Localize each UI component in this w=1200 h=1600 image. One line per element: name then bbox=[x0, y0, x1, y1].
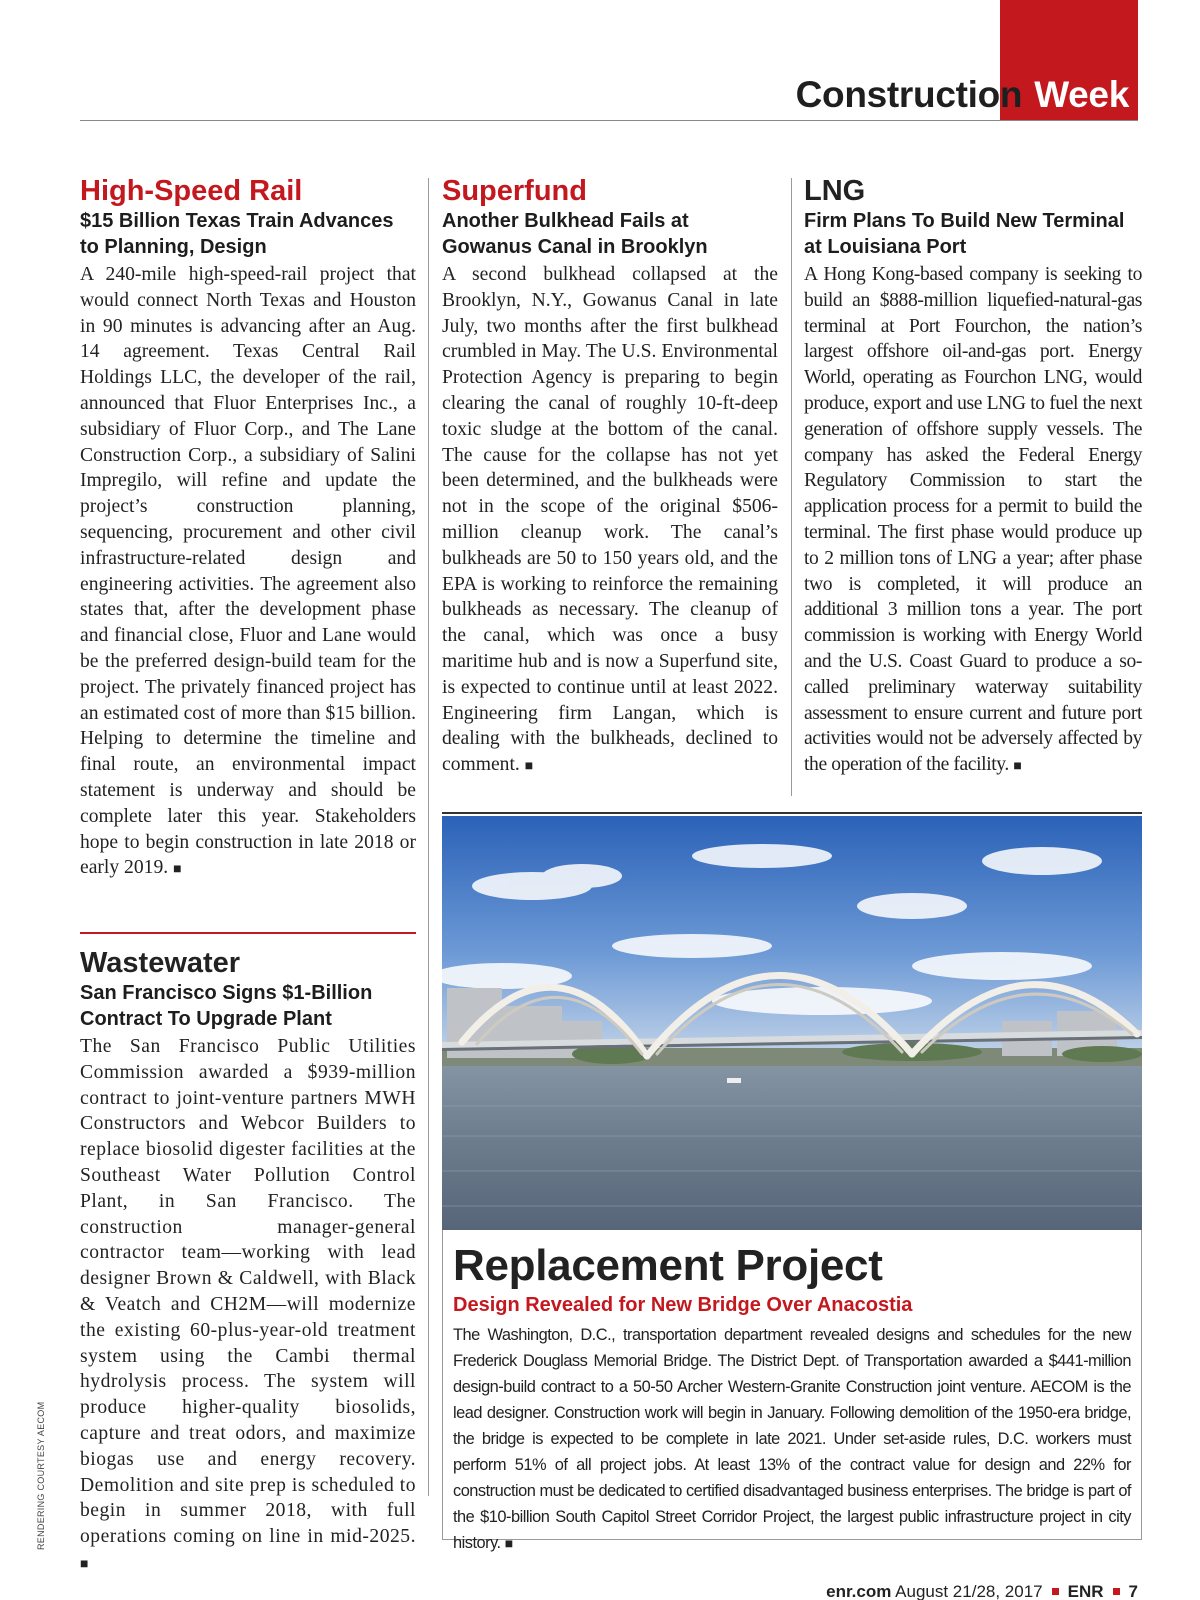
section-title-week: Week bbox=[1034, 74, 1129, 115]
article-high-speed-rail bbox=[80, 174, 416, 883]
end-mark-icon: ■ bbox=[80, 1556, 89, 1572]
footer-date: August 21/28, 2017 bbox=[895, 1582, 1043, 1600]
article-body: The San Francisco Public Utilities Commission awarded a $939-million contract to joint-venture partners MWH Constructors and Webcor Builders to replace biosolid digester facilities at the Southeast Water Pollution Control Plant, in San Francisco. The construction manager-general contractor team—working with lead designer Brown & Caldwell, with Black & Veatch and CH2M—will modernize the existing 60-plus-year-old treatment system using the Cambi thermal hydrolysis process. The system will produce higher-quality biosolids, capture and treat odors, and maximize biogas use and energy recovery. Demolition and site prep is scheduled to begin in summer 2018, with full operations coming on line in mid-2025. ■ bbox=[80, 1036, 416, 1572]
feature-replacement-project bbox=[442, 1230, 1142, 1552]
separator-square-icon bbox=[1113, 1588, 1120, 1595]
page-number: 7 bbox=[1128, 1582, 1138, 1600]
end-mark-icon: ■ bbox=[173, 862, 182, 878]
article-headline: $15 Billion Texas Train Advances to Planning, Design bbox=[80, 210, 394, 258]
feature-subtitle: Design Revealed for New Bridge Over Anacostia bbox=[453, 1294, 913, 1316]
article-superfund bbox=[442, 174, 778, 780]
article-category: LNG bbox=[804, 175, 866, 207]
column-divider-2 bbox=[791, 178, 792, 796]
page-footer bbox=[826, 1582, 1138, 1600]
header-rule bbox=[80, 120, 1138, 121]
photo-rule bbox=[442, 812, 1142, 814]
article-body: A 240-mile high-speed-rail project that would connect North Texas and Houston in 90 minutes is advancing after an Aug. 14 agreement. Texas Central Rail Holdings LLC, the developer of the rail, announced that Fluor Enterprises Inc., a subsidiary of Fluor Corp., and The Lane Construction Corp., a subsidiary of Salini Impregilo, will refine and update the project’s construction planning, sequencing, procurement and other civil infrastructure-related design and engineering activities. The agreement also states that, after the development phase and financial close, Fluor and Lane would be the preferred design-build team for the project. The privately financed project has an estimated cost of more than $15 billion. Helping to determine the timeline and final route, an environmental impact statement is underway and should be complete later this year. Stakeholders hope to begin construction in late 2018 or early 2019. ■ bbox=[80, 264, 416, 879]
end-mark-icon: ■ bbox=[504, 1535, 513, 1551]
article-lng bbox=[804, 174, 1142, 780]
article-wastewater bbox=[80, 946, 416, 1578]
end-mark-icon: ■ bbox=[524, 759, 534, 775]
article-headline: Another Bulkhead Fails at Gowanus Canal in Brooklyn bbox=[442, 210, 708, 258]
feature-body: The Washington, D.C., transportation department revealed designs and schedules for the new Frederick Douglass Memorial Bridge. The District Dept. of Transportation awarded a $441-million design-build contract to a 50-50 Archer Western-Granite Construction joint venture. AECOM is the lead designer. Construction work will begin in January. Following demolition of the 1950-era bridge, the bridge is expected to be complete in late 2021. Under set-aside rules, D.C. workers must perform 51% of all project jobs. At least 13% of the contract value for design and 22% for construction must be dedicated to certified disadvantaged business enterprises. The bridge is part of the $10-billion South Capitol Street Corridor Project, the largest public infrastructure project in city history. ■ bbox=[453, 1326, 1131, 1552]
article-headline: Firm Plans To Build New Terminal at Louisiana Port bbox=[804, 210, 1125, 258]
photo-credit: RENDERING COURTESY AECOM bbox=[36, 1401, 46, 1550]
article-headline: San Francisco Signs $1-Billion Contract To Upgrade Plant bbox=[80, 982, 373, 1030]
separator-square-icon bbox=[1052, 1588, 1059, 1595]
bridge-rendering-image bbox=[442, 816, 1142, 1230]
footer-site-link[interactable]: enr.com bbox=[826, 1582, 892, 1600]
article-category: High-Speed Rail bbox=[80, 175, 303, 207]
article-body: A second bulkhead collapsed at the Brooklyn, N.Y., Gowanus Canal in late July, two months after the first bulkhead crumbled in May. The U.S. Environmental Protection Agency is preparing to begin clearing the canal of roughly 10-ft-deep toxic sludge at the bottom of the canal. The cause for the collapse has not yet been determined, and the bulkheads were not in the scope of the original $506-million cleanup work. The canal’s bulkheads are 50 to 150 years old, and the EPA is working to reinforce the remaining bulkheads as necessary. The cleanup of the canal, which was once a busy maritime hub and is now a Superfund site, is expected to continue until at least 2022. Engineering firm Langan, which is dealing with the bulkheads, declined to comment. ■ bbox=[442, 264, 778, 776]
section-title bbox=[796, 74, 1138, 118]
feature-title: Replacement Project bbox=[453, 1241, 883, 1290]
column-divider-1 bbox=[428, 178, 429, 1496]
section-rule bbox=[80, 932, 416, 934]
article-category: Superfund bbox=[442, 175, 587, 207]
end-mark-icon: ■ bbox=[1013, 759, 1022, 775]
article-body: A Hong Kong-based company is seeking to build an $888-million liquefied-natural-gas terminal at Port Fourchon, the nation’s largest offshore oil-and-gas port. Energy World, operating as Fourchon LNG, would produce, export and use LNG to fuel the next generation of offshore supply vessels. The company has asked the Federal Energy Regulatory Commission to start the application process for a permit to build the terminal. The first phase would produce up to 2 million tons of LNG a year; after phase two is completed, it will produce an additional 3 million tons a year. The port commission is working with Energy World and the U.S. Coast Guard to produce a so-called preliminary waterway suitability assessment to ensure current and future port activities would not be adversely affected by the operation of the facility. ■ bbox=[804, 264, 1142, 776]
section-title-construction: Construction bbox=[795, 74, 1023, 115]
article-category: Wastewater bbox=[80, 947, 241, 979]
footer-brand: ENR bbox=[1067, 1582, 1104, 1600]
